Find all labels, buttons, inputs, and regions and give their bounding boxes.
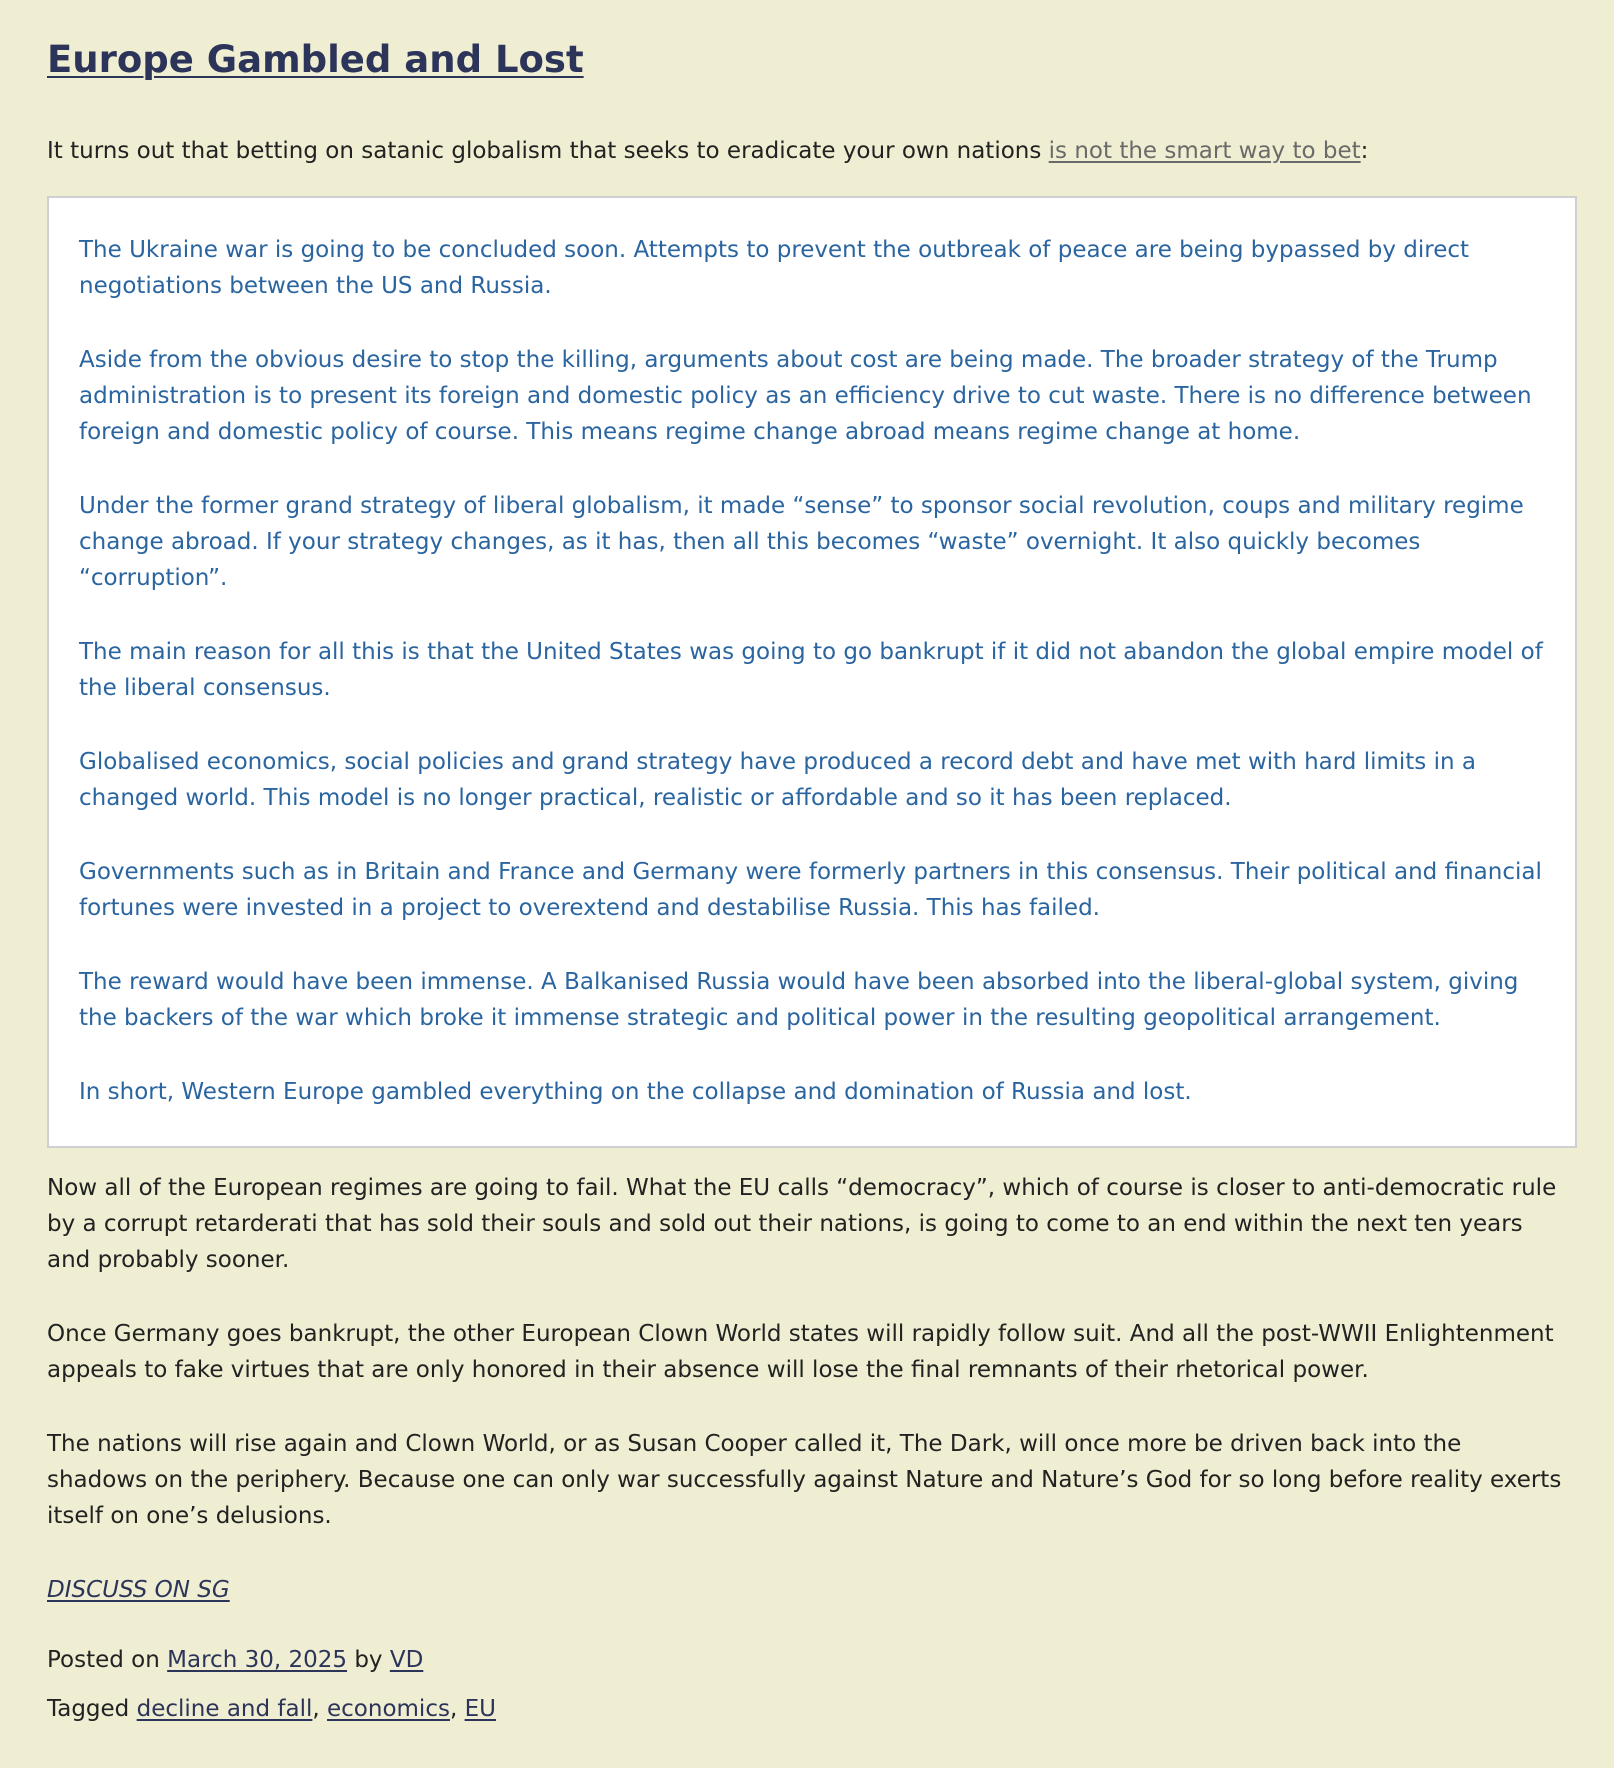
discuss-paragraph [47,1572,1567,1608]
post-title [47,0,1567,86]
body-paragraph: The nations will rise again and Clown World, or as Susan Cooper called it, The Dark, will once more be driven back into the shadows on the periphery. Because one can only war successfully against Nature and Nature’s God for so long before reality exerts itself on one’s delusions. [47,1431,1562,1529]
author-link[interactable]: VD [389,1647,424,1673]
blockquote [47,196,1577,1148]
quote-paragraph: In short, Western Europe gambled everything on the collapse and domination of Russia and lost. [79,1079,1192,1105]
quote-paragraph: Globalised economics, social policies and grand strategy have produced a record debt and have met with hard limits in a changed world. This model is no longer practical, realistic or affordable and so it has been replaced. [79,749,1476,811]
tag-link[interactable]: decline and fall [136,1696,313,1722]
quote-paragraph: Aside from the obvious desire to stop the killing, arguments about cost are being made. The broader strategy of the Trump administration is to present its foreign and domestic policy as an efficiency drive to cut waste. There is no difference between foreign and domestic policy of course. This means regime change abroad means regime change at home. [79,347,1532,445]
quote-paragraph: The main reason for all this is that the United States was going to go bankrupt if it did not abandon the global empire model of the liberal consensus. [79,639,1543,701]
by-label: by [347,1647,390,1673]
tag-separator: , [449,1696,465,1722]
tag-link[interactable]: EU [464,1696,496,1722]
quote-paragraph: The reward would have been immense. A Balkanised Russia would have been absorbed into the liberal-global system, giving the backers of the war which broke it immense strategic and political power in the resulting geopolitical arrangement. [79,969,1519,1031]
quote-paragraph: Governments such as in Britain and France and Germany were formerly partners in this consensus. Their political and financial fortunes were invested in a project to overextend and destabilise Russia. This has failed. [79,859,1542,921]
quote-paragraph: The Ukraine war is going to be concluded soon. Attempts to prevent the outbreak of peace are being bypassed by direct negotiations between the US and Russia. [79,237,1470,299]
post-title-link[interactable]: Europe Gambled and Lost [47,38,584,81]
intro-text: It turns out that betting on satanic globalism that seeks to eradicate your own nations [47,138,1049,164]
intro-link[interactable]: is not the smart way to bet [1048,138,1361,164]
tag-link[interactable]: economics [327,1696,450,1722]
post-body [47,1170,1567,1534]
posted-on-label: Posted on [47,1647,168,1673]
quote-paragraph: Under the former grand strategy of liberal globalism, it made “sense” to sponsor social revolution, coups and military regime change abroad. If your strategy changes, as it has, then all this becomes “waste” overnight. It also quickly becomes “corruption”. [79,493,1524,591]
posted-on [47,1642,1567,1678]
tag-list [47,1691,1567,1727]
body-paragraph: Now all of the European regimes are going to fail. What the EU calls “democracy”, which of course is closer to anti-democratic rule by a corrupt retarderati that has sold their souls and sold out their nations, is going to come to an end within the next ten years and probably sooner. [47,1175,1557,1273]
discuss-link[interactable]: DISCUSS ON SG [47,1577,230,1603]
intro-suffix: : [1360,138,1369,164]
intro-paragraph [47,133,1567,169]
tag-separator: , [312,1696,328,1722]
body-paragraph: Once Germany goes bankrupt, the other European Clown World states will rapidly follow suit. And all the post-WWII Enlightenment appeals to fake virtues that are only honored in their absence will lose the final remnants of their rhetorical power. [47,1321,1554,1383]
post-date-link[interactable]: March 30, 2025 [167,1647,348,1673]
tagged-label: Tagged [47,1696,137,1722]
